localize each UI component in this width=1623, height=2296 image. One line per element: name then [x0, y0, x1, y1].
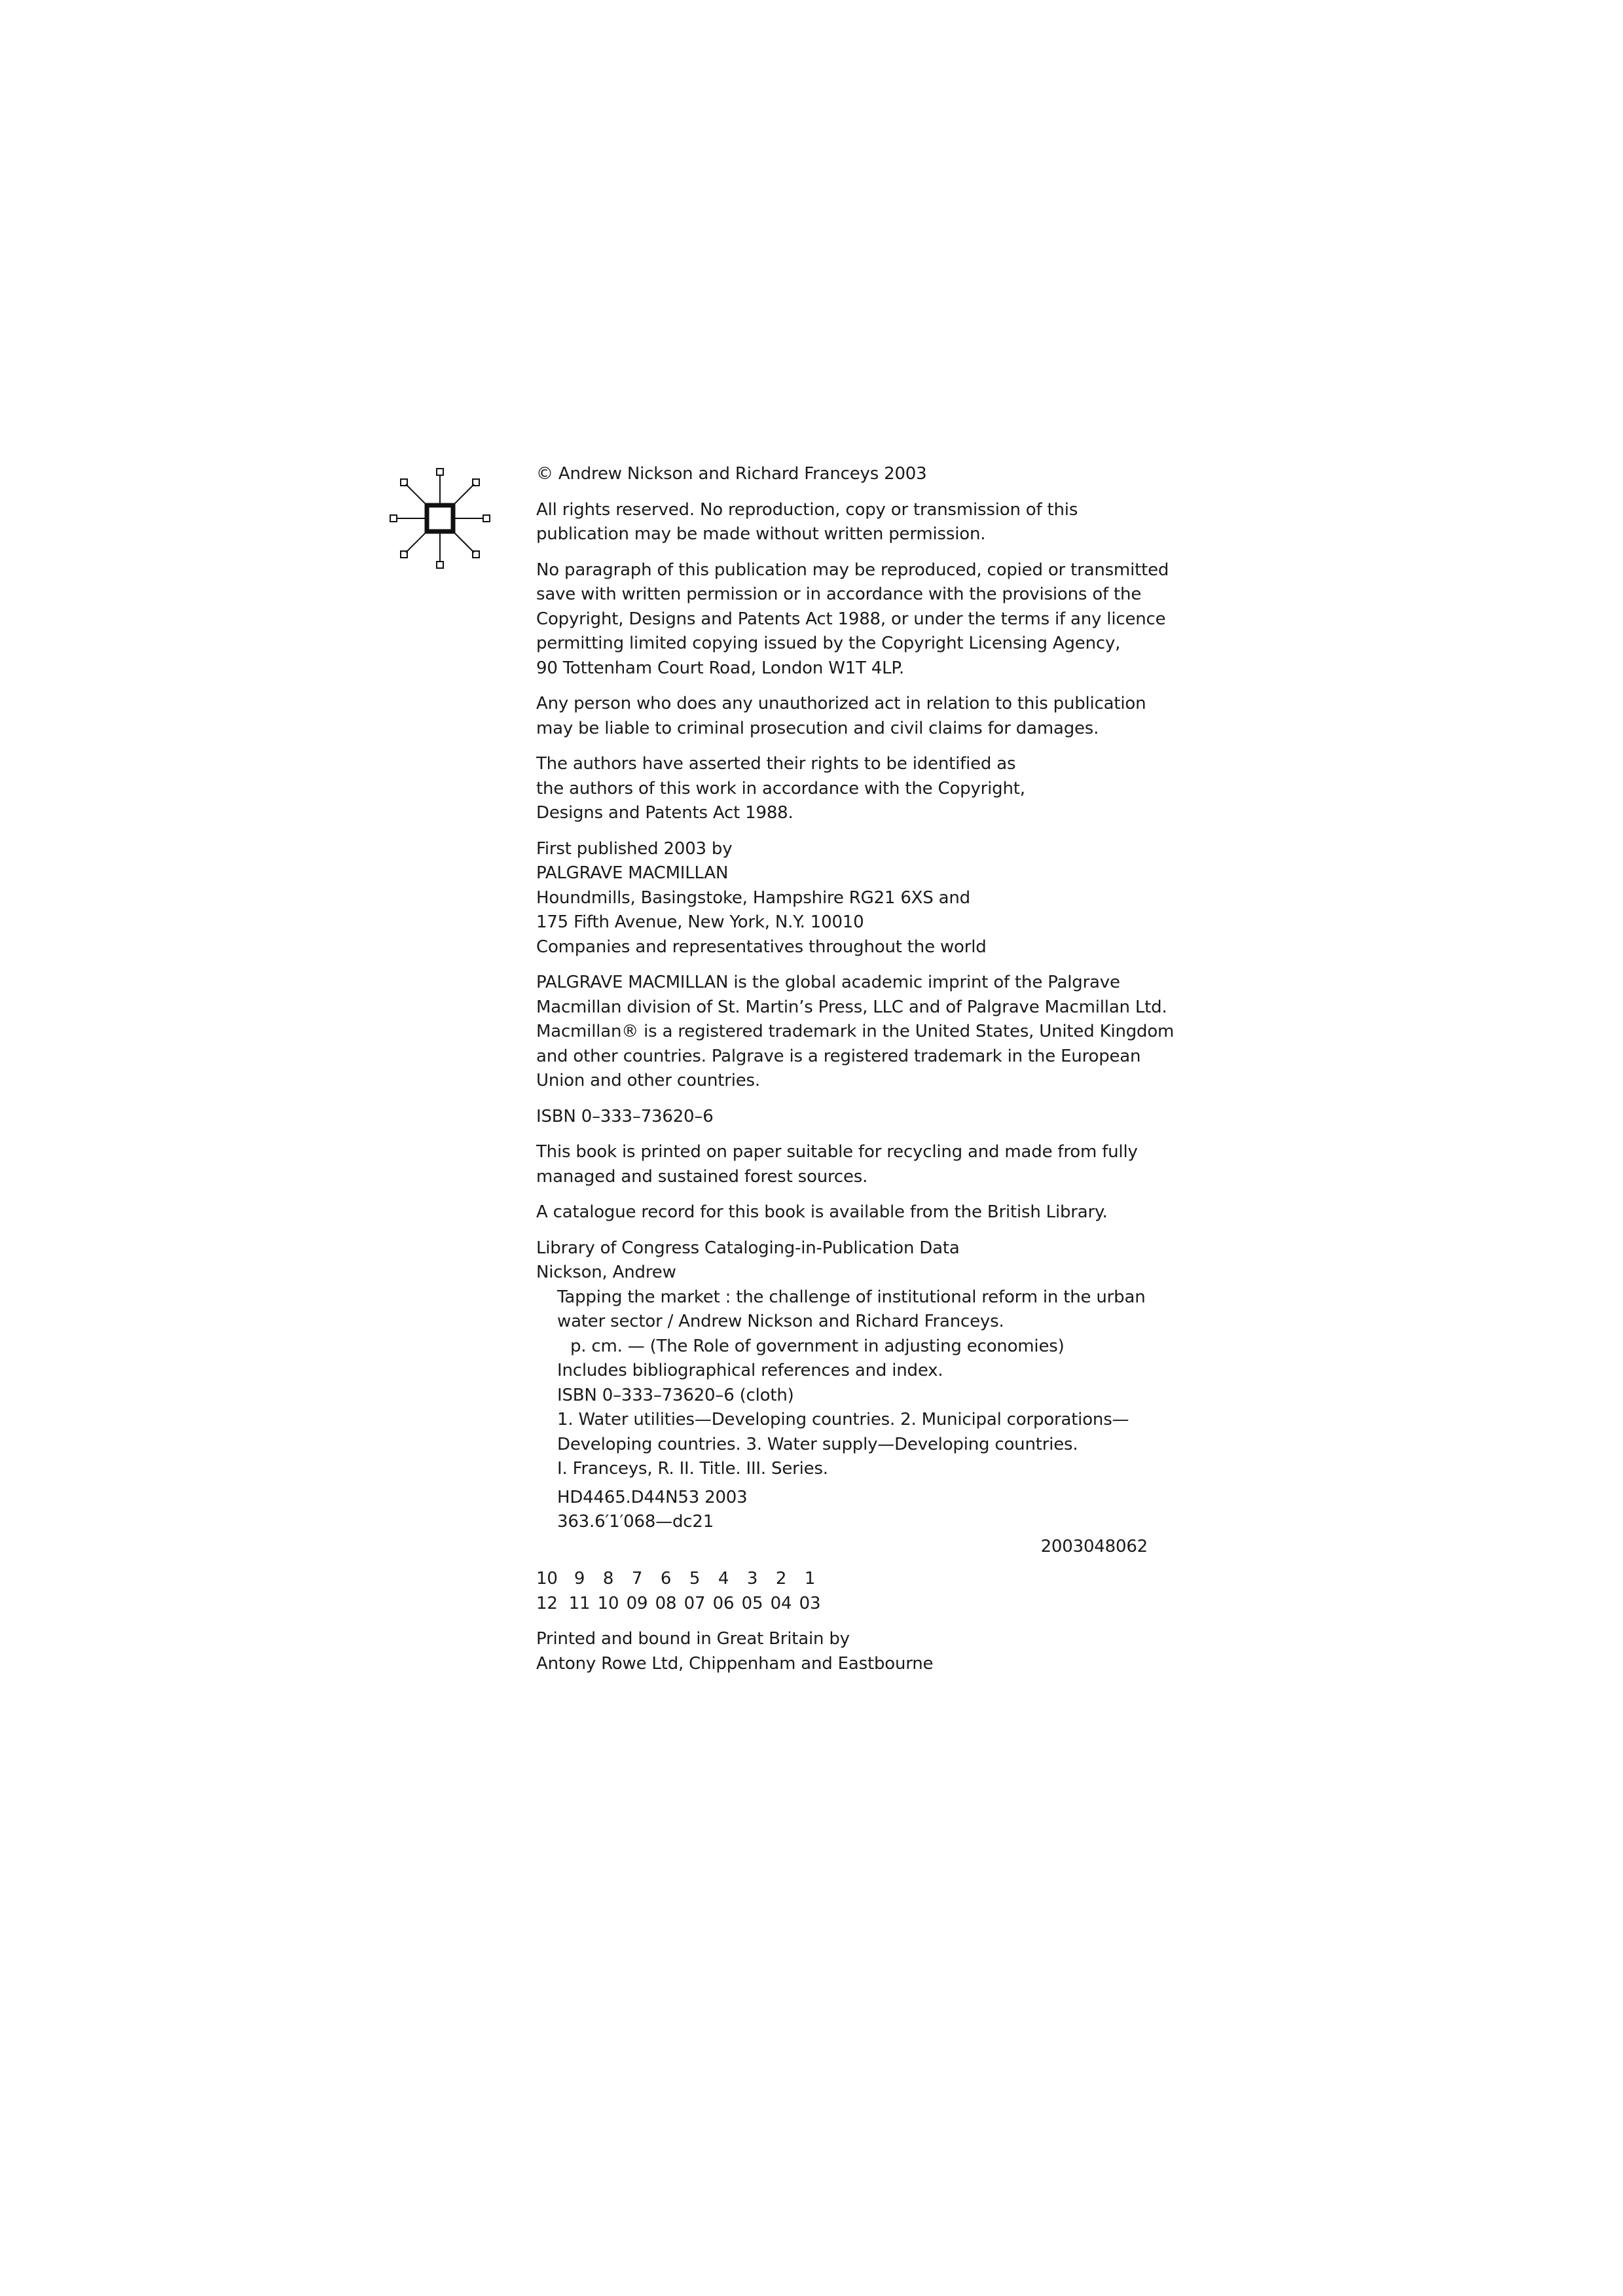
loc-classification: HD4465.D44N53 2003 363.6′1′068—dc21 2003048062 — [536, 1486, 1191, 1560]
no-paragraph-notice: No paragraph of this publication may be reproduced, copied or transmitted save with written permission or in accordance with the provisions of the Copyright, Designs and Patents Act 1988, or under the terms if any licence permitting limited copying issued by the Copyright Licensing Agency, 90 Tottenham Court Road, London W1T 4LP. — [536, 560, 1169, 678]
loc-cip-data: Library of Congress Cataloging-in-Publication Data Nickson, Andrew Tapping the market : the challenge of institutional reform in the urban water sector / Andrew Nickson and Richard Franceys. p. cm. — (The Role of government in adjusting economies) Includes bibliographical references and index. ISBN 0–333–73620–6 (cloth) 1. Water utilities—Developing countries. 2. Municipal corporations— Developing countries. 3. Water supply—Developing countries. I. Franceys, R. II. Title. III. Series. — [536, 1236, 1191, 1482]
copyright-page — [536, 462, 1191, 1687]
loc-title: Tapping the market : the challenge of institutional reform in the urban — [557, 1287, 1146, 1307]
palgrave-logo-icon — [388, 466, 492, 571]
printing-line — [536, 1567, 1191, 1616]
loc-includes: Includes bibliographical references and index. — [557, 1361, 943, 1380]
authors-rights-notice: The authors have asserted their rights to be identified as the authors of this work in accordance with the Copyright, Designs and Patents Act 1988. — [536, 754, 1025, 823]
isbn-line: ISBN 0–333–73620–6 — [536, 1106, 714, 1126]
rights-paragraph: All rights reserved. No reproduction, copy or transmission of this publication may be made without written permission. — [536, 499, 1078, 544]
loc-physical: p. cm. — (The Role of government in adjusting economies) — [570, 1336, 1065, 1356]
printer-notice: Printed and bound in Great Britain by Antony Rowe Ltd, Chippenham and Eastbourne — [536, 1629, 934, 1674]
loc-author: Nickson, Andrew — [536, 1263, 676, 1282]
printing-numbers: 10 9 8 7 6 5 4 3 2 1 — [536, 1569, 816, 1588]
imprint-paragraph: PALGRAVE MACMILLAN is the global academic imprint of the Palgrave Macmillan division of St. Martin’s Press, LLC and of Palgrave Macmillan Ltd. Macmillan® is a registered trademark in the United States, United Kingdom and other countries. Palgrave is a registered trademark in the European Union and other countries. — [536, 973, 1175, 1090]
publisher-block: First published 2003 by PALGRAVE MACMILLAN Houndmills, Basingstoke, Hampshire RG21 6XS and 175 Fifth Avenue, New York, N.Y. 10010 Companies and representatives throughout the world — [536, 838, 987, 957]
loc-added-entries: I. Franceys, R. II. Title. III. Series. — [557, 1459, 828, 1479]
loc-control-number: 2003048062 — [1040, 1536, 1148, 1556]
printing-years: 12 11 10 09 08 07 06 05 04 03 — [536, 1593, 821, 1613]
catalogue-notice: A catalogue record for this book is available from the British Library. — [536, 1202, 1108, 1222]
unauthorized-act-notice: Any person who does any unauthorized act in relation to this publication may be liable to criminal prosecution and civil claims for damages. — [536, 694, 1146, 738]
paper-notice: This book is printed on paper suitable for recycling and made from fully managed and sustained forest sources. — [536, 1142, 1138, 1187]
copyright-notice: © Andrew Nickson and Richard Franceys 2003 — [536, 464, 927, 484]
loc-heading: Library of Congress Cataloging-in-Publication Data — [536, 1238, 960, 1258]
loc-isbn: ISBN 0–333–73620–6 (cloth) — [557, 1385, 794, 1405]
loc-subjects: 1. Water utilities—Developing countries. 2. Municipal corporations— — [557, 1410, 1129, 1429]
